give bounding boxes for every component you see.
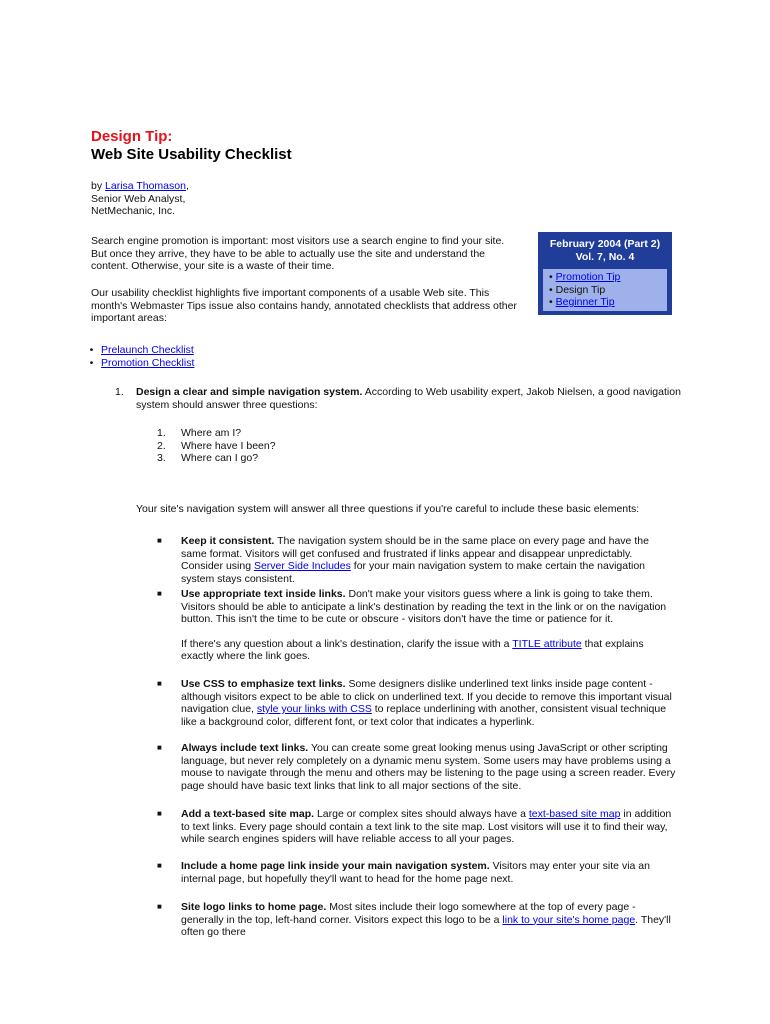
list-item [157, 452, 276, 465]
square-bullet: ■ [157, 679, 162, 688]
element-heading: Always include text links. [181, 742, 309, 754]
page-title: Web Site Usability Checklist [91, 146, 292, 163]
item-body: According to Web usability expert, Jakob Nielsen, a good navigation system should answer three questions: [136, 386, 681, 411]
bullet: • [549, 296, 553, 308]
element-css [157, 678, 677, 728]
list-item [157, 440, 276, 453]
questions-list [157, 427, 276, 465]
byline-suffix: , [185, 180, 189, 192]
elements-intro: Your site's navigation system will answer all three questions if you're careful to include these basic elements: [136, 503, 640, 515]
element-body: . They'll often go there [181, 913, 671, 938]
element-text-links [157, 588, 677, 663]
element-body: Visitors may enter your site via an internal page, but hopefully they'll want to head for the home page next. [181, 860, 650, 885]
element-text [181, 860, 676, 885]
element-text [181, 588, 676, 663]
list-item [88, 344, 194, 357]
prelaunch-checklist-link[interactable]: Prelaunch Checklist [101, 344, 194, 356]
element-consistent [157, 535, 677, 585]
list-item [157, 427, 276, 440]
element-body: that explains exactly where the link goes. [181, 637, 644, 662]
question-number: 1. [157, 427, 166, 439]
question-number: 3. [157, 452, 166, 464]
element-text [181, 901, 676, 939]
question-text: Where can I go? [181, 452, 259, 464]
item-heading: Design a clear and simple navigation system. [136, 386, 363, 398]
element-heading: Keep it consistent. [181, 535, 275, 547]
element-heading: Use CSS to emphasize text links. [181, 678, 346, 690]
server-side-includes-link[interactable]: Server Side Includes [253, 560, 351, 572]
author-role: Senior Web Analyst, [91, 192, 186, 205]
title-attribute-link[interactable]: TITLE attribute [512, 637, 582, 650]
element-heading: Use appropriate text inside links. [181, 588, 346, 600]
issue-volume: Vol. 7, No. 4 [575, 250, 635, 263]
element-body: You can create some great looking menus using JavaScript or other scripting language, but never rely completely on a dynamic menu system. Some users may have problems using a mouse to navigate through the menu and others may be listening to the page using a screen reader. Every page should have basic text links that link to all major sections of the site. [181, 742, 676, 792]
list-item [88, 357, 194, 370]
element-body: Large or complex sites should always have a [314, 808, 529, 820]
square-bullet: ■ [157, 861, 162, 870]
issue-info-box [538, 232, 672, 315]
checklist-links [88, 344, 194, 369]
text-site-map-link[interactable]: text-based site map [528, 808, 621, 820]
element-body: Some designers dislike underlined text links inside page content - although visitors expect to be able to click on underlined text. If you decide to remove this important visual navigation clue, [181, 678, 672, 715]
element-text [181, 808, 676, 846]
element-heading: Site logo links to home page. [181, 901, 327, 913]
element-site-logo [157, 901, 677, 939]
square-bullet: ■ [157, 589, 162, 598]
numbered-item-1 [115, 386, 685, 411]
element-body: in addition to text links. Every page should contain a text link to the site map. Lost visitors will use it to find their way, while search engines spiders will have reliable access to all your pages. [181, 808, 672, 845]
question-number: 2. [157, 439, 166, 452]
element-text [181, 742, 676, 792]
element-body: Don't make your visitors guess where a link is going to take them. Visitors should be able to anticipate a link's destination by reading the text in the link or on the navigation button. This isn't the time to be cute or obscure - visitors don't have the time or patience for it. [181, 588, 667, 625]
issue-date: February 2004 (Part 2) [549, 238, 661, 250]
element-text [181, 535, 676, 585]
bullet: • [549, 283, 553, 296]
element-heading: Include a home page link inside your main navigation system. [181, 860, 490, 872]
bullet: • [89, 356, 94, 369]
element-home-link [157, 860, 677, 885]
element-body: to replace underlining with another, consistent visual technique like a background color, different font, or text color that indicates a hyperlink. [181, 703, 667, 728]
byline-prefix: by [91, 180, 106, 192]
question-text: Where have I been? [181, 439, 276, 452]
element-text [181, 678, 676, 728]
promotion-checklist-link[interactable]: Promotion Checklist [101, 356, 195, 369]
item-text [136, 386, 685, 411]
design-tip-current: Design Tip [555, 283, 606, 296]
element-always-text-links [157, 742, 677, 792]
issue-links [543, 269, 667, 311]
element-body: Most sites include their logo somewhere at the top of every page - generally in the top, left-hand corner. Visitors expect this logo to be a [181, 901, 636, 926]
author-link[interactable]: Larisa Thomason [105, 180, 186, 192]
element-site-map [157, 808, 677, 846]
beginner-tip-link[interactable]: Beginner Tip [555, 296, 615, 308]
title-line-1: Design Tip: [91, 128, 173, 145]
element-body: The navigation system should be in the same place on every page and have the same format. Visitors will get confused and frustrated if links appear and disappear unpredictably. Consider using [181, 535, 649, 572]
question-text: Where am I? [181, 427, 242, 439]
bullet: • [549, 271, 553, 283]
square-bullet: ■ [157, 536, 162, 545]
byline [91, 180, 189, 218]
style-links-css-link[interactable]: style your links with CSS [256, 703, 372, 715]
square-bullet: ■ [157, 809, 162, 818]
issue-header [538, 238, 672, 263]
element-body: If there's any question about a link's destination, clarify the issue with a [181, 637, 513, 650]
intro-paragraph-1: Search engine promotion is important: most visitors use a search engine to find your site. But once they arrive, they have to be able to actually use the site and understand the content. Otherwise, your site is a waste of their time. [91, 235, 505, 272]
bullet: • [89, 344, 94, 356]
square-bullet: ■ [157, 743, 162, 752]
square-bullet: ■ [157, 902, 162, 911]
element-heading: Add a text-based site map. [181, 808, 315, 820]
home-page-link[interactable]: link to your site's home page [502, 913, 636, 926]
item-number: 1. [115, 386, 124, 398]
author-company: NetMechanic, Inc. [91, 205, 176, 217]
element-body: for your main navigation system to make certain the navigation system stays consistent. [181, 560, 646, 585]
promotion-tip-link[interactable]: Promotion Tip [555, 271, 621, 283]
intro-paragraph-2: Our usability checklist highlights five important components of a usable Web site. This month's Webmaster Tips issue also contains handy, annotated checklists that address other important areas: [91, 287, 517, 324]
